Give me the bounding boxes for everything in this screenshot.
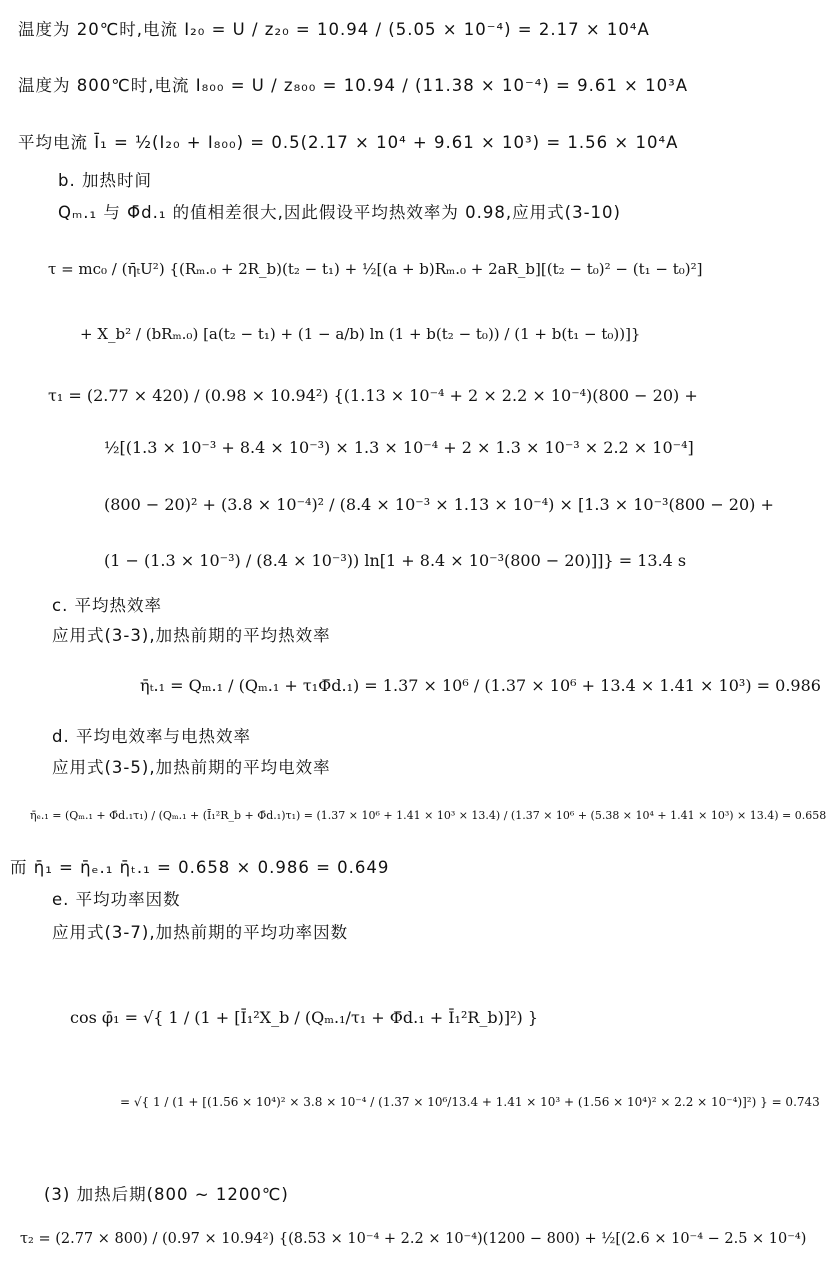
line-assumption: Qₘ.₁ 与 Φ̄d.₁ 的值相差很大,因此假设平均热效率为 0.98,应用式(3-10) — [58, 203, 621, 222]
formula-tau1-line3: (800 − 20)² + (3.8 × 10⁻⁴)² / (8.4 × 10⁻³ × 1.13 × 10⁻⁴) × [1.3 × 10⁻³(800 − 20) + — [104, 495, 774, 514]
heading-thermal-efficiency: c. 平均热效率 — [52, 596, 163, 615]
line-current-20: 温度为 20℃时,电流 I₂₀ = U / z₂₀ = 10.94 / (5.05 × 10⁻⁴) = 2.17 × 10⁴A — [18, 20, 650, 39]
formula-overall-efficiency: 而 η̄₁ = η̄ₑ.₁ η̄ₜ.₁ = 0.658 × 0.986 = 0.649 — [10, 858, 390, 877]
formula-thermal-efficiency: η̄ₜ.₁ = Qₘ.₁ / (Qₘ.₁ + τ₁Φ̄d.₁) = 1.37 × 10⁶ / (1.37 × 10⁶ + 13.4 × 1.41 × 10³) = 0.986 — [140, 676, 821, 695]
formula-tau-general: τ = mc₀ / (η̄ₜU²) {(Rₘ.₀ + 2R_b)(t₂ − t₁) + ½[(a + b)Rₘ.₀ + 2aR_b][(t₂ − t₀)² − (t₁ − t₀)²] — [48, 260, 703, 278]
line-apply-3-5: 应用式(3-5),加热前期的平均电效率 — [52, 758, 331, 777]
formula-electrical-efficiency: η̄ₑ.₁ = (Qₘ.₁ + Φ̄d.₁τ₁) / (Qₘ.₁ + (Ī₁²R_b + Φ̄d.₁)τ₁) = (1.37 × 10⁶ + 1.41 × 10³ × 13.4) / (1.37 × 10⁶ + (5.38 × 10⁴ + 1.41 × 10³) × 13.4) = 0.658 — [30, 809, 827, 822]
formula-tau1-line4: (1 − (1.3 × 10⁻³) / (8.4 × 10⁻³)) ln[1 + 8.4 × 10⁻³(800 − 20)]]} = 13.4 s — [104, 551, 687, 570]
formula-power-factor: cos φ̄₁ = √{ 1 / (1 + [Ī₁²X_b / (Qₘ.₁/τ₁ + Φ̄d.₁ + Ī₁²R_b)]²) } — [70, 1008, 539, 1027]
line-average-current: 平均电流 Ī₁ = ½(I₂₀ + I₈₀₀) = 0.5(2.17 × 10⁴ + 9.61 × 10³) = 1.56 × 10⁴A — [18, 133, 679, 152]
line-apply-3-3: 应用式(3-3),加热前期的平均热效率 — [52, 626, 331, 645]
line-current-800: 温度为 800℃时,电流 I₈₀₀ = U / z₈₀₀ = 10.94 / (11.38 × 10⁻⁴) = 9.61 × 10³A — [18, 76, 689, 95]
heading-late-heating: (3) 加热后期(800 ~ 1200℃) — [44, 1185, 289, 1204]
line-apply-3-7: 应用式(3-7),加热前期的平均功率因数 — [52, 923, 349, 942]
heading-heating-time: b. 加热时间 — [58, 171, 152, 190]
formula-tau-general-cont: + X_b² / (bRₘ.₀) [a(t₂ − t₁) + (1 − a/b) ln (1 + b(t₂ − t₀)) / (1 + b(t₁ − t₀))]} — [80, 325, 641, 343]
formula-power-factor-value: = √{ 1 / (1 + [(1.56 × 10⁴)² × 3.8 × 10⁻⁴ / (1.37 × 10⁶/13.4 + 1.41 × 10³ + (1.56 × 10⁴)² × 2.2 × 10⁻⁴)]²) } = 0.743 — [120, 1095, 820, 1109]
formula-tau1-line2: ½[(1.3 × 10⁻³ + 8.4 × 10⁻³) × 1.3 × 10⁻⁴ + 2 × 1.3 × 10⁻³ × 2.2 × 10⁻⁴] — [104, 438, 694, 457]
heading-electrical-efficiency: d. 平均电效率与电热效率 — [52, 727, 251, 746]
formula-tau1-line1: τ₁ = (2.77 × 420) / (0.98 × 10.94²) {(1.13 × 10⁻⁴ + 2 × 2.2 × 10⁻⁴)(800 − 20) + — [48, 386, 698, 405]
heading-power-factor: e. 平均功率因数 — [52, 890, 181, 909]
formula-tau2: τ₂ = (2.77 × 800) / (0.97 × 10.94²) {(8.53 × 10⁻⁴ + 2.2 × 10⁻⁴)(1200 − 800) + ½[(2.6 × 10⁻⁴ − 2.5 × 10⁻⁴) — [20, 1231, 807, 1247]
